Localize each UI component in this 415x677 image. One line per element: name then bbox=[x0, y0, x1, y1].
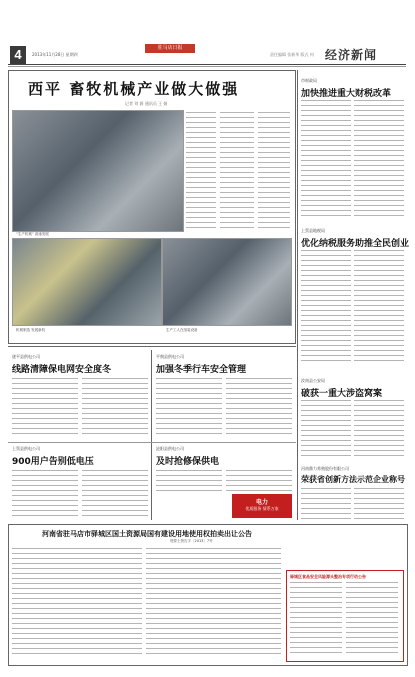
article-kicker: 上蔡县地税局 bbox=[301, 228, 325, 233]
article-kicker: 市财政局 bbox=[301, 78, 317, 83]
article-kicker: 汝南县公安局 bbox=[301, 378, 325, 383]
photo-caption: 生产工人在组装设备 bbox=[166, 328, 198, 332]
header-rule-thin bbox=[8, 66, 406, 67]
header-rule bbox=[8, 64, 406, 65]
article-kicker: 泌阳县供电公司 bbox=[156, 446, 184, 451]
article-body bbox=[156, 470, 222, 492]
article-headline: 900用户告别低电压 bbox=[12, 457, 94, 467]
ad-slogan: 优质服务 情系万家 bbox=[245, 506, 279, 511]
side-notice-body bbox=[290, 582, 342, 656]
article-body bbox=[82, 470, 148, 518]
section-rule bbox=[8, 346, 296, 347]
photo-caption: “生产机械” 高速发展 bbox=[16, 232, 49, 236]
lead-body-col3 bbox=[258, 112, 290, 232]
lead-body-col1 bbox=[186, 112, 216, 232]
article-body bbox=[301, 488, 351, 520]
article-body bbox=[354, 488, 404, 520]
section-rule bbox=[8, 442, 296, 443]
article-headline: 优化纳税服务助推全民创业 bbox=[301, 239, 410, 249]
article-headline: 荣获省创新方法示范企业称号 bbox=[301, 475, 405, 484]
article-body bbox=[156, 378, 222, 438]
article-body bbox=[226, 378, 292, 438]
article-body bbox=[12, 470, 78, 518]
lead-byline: 记者 刘 源 通讯员 王 娟 bbox=[125, 101, 168, 106]
column-divider bbox=[297, 70, 298, 520]
article-body bbox=[226, 470, 292, 492]
side-notice-body bbox=[346, 582, 398, 656]
ad-brand: 电力 bbox=[255, 499, 268, 506]
notice-title: 河南省驻马店市驿城区国土资源局国有建设用地使用权拍卖出让公告 bbox=[42, 530, 252, 538]
article-headline: 加强冬季行车安全管理 bbox=[156, 365, 247, 375]
article-kicker: 河南鼎力养殖股份有限公司 bbox=[301, 466, 349, 471]
column-divider bbox=[151, 350, 152, 520]
notice-body bbox=[146, 548, 281, 658]
lead-headline: 西平 畜牧机械产业做大做强 bbox=[28, 80, 240, 98]
photo-caption: 机械制造 发展新机 bbox=[16, 328, 46, 332]
issue-date: 2013年11月28日 星期四 bbox=[32, 52, 78, 57]
article-body bbox=[354, 250, 404, 362]
side-notice-title: 驿城区食品安全风险源头整治专项行动公告 bbox=[290, 574, 366, 579]
page-number: 4 bbox=[10, 46, 26, 64]
article-body bbox=[12, 378, 78, 438]
article-body bbox=[354, 400, 404, 458]
section-title: 经济新闻 bbox=[325, 48, 378, 62]
article-body bbox=[301, 400, 351, 458]
power-company-ad bbox=[232, 494, 292, 518]
article-body bbox=[301, 250, 351, 362]
article-body bbox=[354, 100, 404, 218]
notice-subtitle: 驻驿土资告字〔2013〕7号 bbox=[170, 539, 213, 543]
lead-body-col2 bbox=[220, 112, 254, 232]
assembly-photo bbox=[162, 238, 292, 326]
article-kicker: 遂平县供电公司 bbox=[12, 354, 40, 359]
article-kicker: 平舆县供电公司 bbox=[156, 354, 184, 359]
editor-line: 责任编辑 张新华 版式 何 bbox=[270, 52, 314, 57]
article-body bbox=[82, 378, 148, 438]
article-headline: 加快推进重大财税改革 bbox=[301, 89, 392, 99]
article-body bbox=[301, 100, 351, 218]
article-headline: 线路清障保电网安全度冬 bbox=[12, 365, 112, 375]
article-headline: 及时抢修保供电 bbox=[156, 457, 220, 467]
newspaper-logo: 驻马店日报 bbox=[145, 44, 195, 53]
article-kicker: 上蔡县供电公司 bbox=[12, 446, 40, 451]
notice-body bbox=[12, 548, 142, 658]
factory-photo bbox=[12, 110, 184, 232]
article-headline: 破获一重大涉盗窝案 bbox=[301, 389, 383, 399]
forklift-photo bbox=[12, 238, 162, 326]
